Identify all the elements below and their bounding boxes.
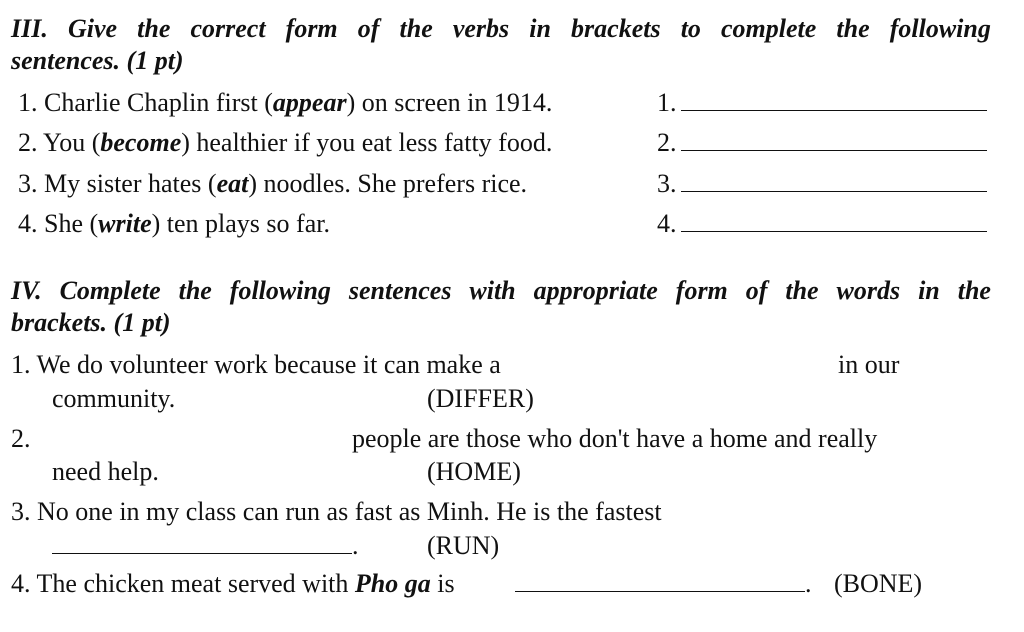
section-3-heading-line1 [11,14,991,44]
section-4-heading-word: appropriate [533,276,658,305]
answer-number: 3. [657,169,677,198]
answer-blank-s4-q3[interactable] [52,531,352,554]
answer-blank[interactable] [681,128,987,151]
s4-q4-line [11,569,455,599]
section-3-heading-word: the [399,14,433,43]
s4-q4-hint: (BONE) [834,569,923,598]
answer-blank[interactable] [681,169,987,192]
section-4-heading [11,276,991,338]
item-verb: write [98,209,152,238]
section-3-heading-word: following [889,14,991,43]
s4-q4-pre: 4. The chicken meat served with [11,569,355,598]
section-3-heading-line2: sentences. (1 pt) [11,46,184,75]
item-text-pre: My sister hates ( [44,169,217,198]
section-3-item [18,128,552,158]
s4-q3-hint: (RUN) [427,531,500,560]
s4-q4-post: is [430,569,455,598]
item-text-pre: You ( [43,128,101,157]
section-3-item [18,88,552,118]
section-4-heading-word: Complete [59,276,161,305]
item-verb: appear [272,88,347,117]
item-text-pre: She ( [44,209,99,238]
section-3-heading [11,14,991,76]
answer-blank-s4-q4[interactable] [515,569,805,592]
s4-q3-end: . [352,531,359,560]
item-text-pre: Charlie Chaplin first ( [44,88,273,117]
answer-row [657,209,987,239]
section-3-heading-word: the [137,14,171,43]
section-3-heading-word: Give [67,14,118,43]
section-4-heading-word: of [745,276,768,305]
section-3-heading-word: to [680,14,701,43]
section-4-heading-word: following [229,276,331,305]
s4-q2-line2: need help. [52,457,159,486]
item-number: 4. [18,209,38,238]
s4-q1-hint: (DIFFER) [427,384,534,413]
section-4-heading-word: sentences [348,276,452,305]
item-number: 2. [18,128,38,157]
section-4-heading-word: words [836,276,901,305]
s4-q1-line1-end: in our [838,350,900,379]
section-3-heading-word: the [836,14,870,43]
section-4-heading-word: the [785,276,819,305]
item-text-post: ) ten plays so far. [151,209,330,238]
section-4-heading-line1 [11,276,991,306]
s4-q2-number: 2. [11,424,31,453]
section-3-item [18,209,330,239]
section-3-heading-word: in [529,14,551,43]
item-verb: become [100,128,182,157]
item-text-post: ) noodles. She prefers rice. [248,169,528,198]
answer-blank[interactable] [681,209,987,232]
s4-q4-end: . [805,569,812,598]
s4-q4-blank-wrap [515,569,812,599]
section-4-heading-word: form [675,276,728,305]
answer-number: 1. [657,88,677,117]
answer-row [657,169,987,199]
section-4-heading-word: with [469,276,516,305]
s4-q2-hint: (HOME) [427,457,521,486]
section-3-heading-word: of [357,14,380,43]
section-3-heading-word: brackets [571,14,661,43]
answer-row [657,88,987,118]
section-4-heading-line2: brackets. (1 pt) [11,308,171,337]
answer-row [657,128,987,158]
item-text-post: ) on screen in 1914. [346,88,553,117]
section-4-heading-word: the [957,276,991,305]
s4-q4-bold: Pho ga [354,569,431,598]
section-4-heading-word: in [918,276,940,305]
section-3-heading-word: correct [190,14,266,43]
section-3-heading-word: complete [721,14,817,43]
s4-q3-line1: 3. No one in my class can run as fast as Minh. He is the fastest [11,497,662,526]
s4-q3-line2 [52,531,359,561]
section-3-heading-word: form [285,14,338,43]
answer-number: 4. [657,209,677,238]
section-3-item [18,169,527,199]
item-number: 1. [18,88,38,117]
section-3-heading-word: verbs [452,14,510,43]
answer-number: 2. [657,128,677,157]
item-verb: eat [216,169,249,198]
s4-q1-line2: community. [52,384,176,413]
section-3-heading-word: III. [11,14,48,43]
item-text-post: ) healthier if you eat less fatty food. [181,128,553,157]
s4-q2-line1: people are those who don't have a home and really [352,424,878,453]
answer-blank[interactable] [681,88,987,111]
section-4-heading-word: the [178,276,212,305]
item-number: 3. [18,169,38,198]
s4-q1-line1: 1. We do volunteer work because it can make a [11,350,501,379]
section-4-heading-word: IV. [11,276,42,305]
